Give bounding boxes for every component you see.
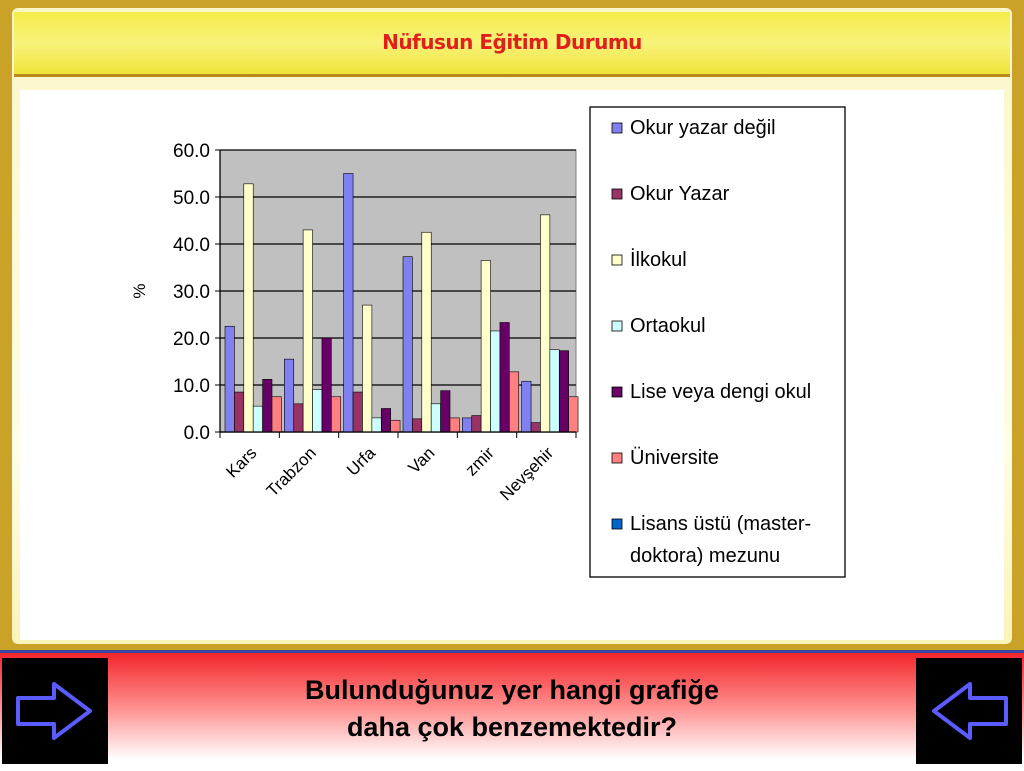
bar bbox=[244, 184, 253, 432]
legend-label: Ortaokul bbox=[630, 315, 706, 337]
bar bbox=[294, 404, 303, 432]
x-tick-label: Kars bbox=[222, 443, 261, 482]
question-line-2: daha çok benzemektedir? bbox=[346, 712, 678, 742]
bar bbox=[303, 230, 312, 432]
bar bbox=[381, 409, 390, 433]
education-bar-chart bbox=[20, 90, 1004, 640]
bar bbox=[450, 418, 459, 432]
legend-swatch bbox=[612, 255, 622, 265]
legend-swatch bbox=[612, 321, 622, 331]
bar bbox=[272, 397, 281, 432]
legend-label: Üniversite bbox=[630, 447, 719, 469]
bar bbox=[559, 351, 568, 432]
bar bbox=[331, 397, 340, 432]
bar bbox=[500, 322, 509, 432]
legend-label: Okur Yazar bbox=[630, 183, 730, 205]
bar bbox=[550, 350, 559, 432]
bar bbox=[472, 416, 481, 432]
arrow-right-icon bbox=[2, 658, 108, 764]
bar bbox=[540, 215, 549, 432]
y-tick-label: 30.0 bbox=[173, 282, 210, 303]
bar bbox=[391, 420, 400, 432]
bar bbox=[522, 381, 531, 432]
bar bbox=[344, 174, 353, 433]
x-tick-label: Trabzon bbox=[262, 443, 320, 501]
legend-label: Lisans üstü (master- bbox=[630, 513, 812, 535]
x-tick-label: Van bbox=[404, 443, 439, 478]
x-tick-label: Urfa bbox=[343, 443, 380, 480]
chart-area bbox=[20, 90, 1004, 640]
previous-button[interactable] bbox=[916, 658, 1022, 764]
x-tick-label: zmir bbox=[461, 443, 498, 480]
bar bbox=[372, 418, 381, 432]
bar bbox=[362, 305, 371, 432]
legend-box bbox=[590, 107, 845, 577]
y-tick-label: 40.0 bbox=[173, 235, 210, 256]
legend-label: Lise veya dengi okul bbox=[630, 381, 812, 403]
bar bbox=[509, 372, 518, 432]
legend-label: Okur yazar değil bbox=[630, 117, 776, 139]
legend-swatch bbox=[612, 453, 622, 463]
y-tick-label: 0.0 bbox=[183, 423, 210, 444]
bar bbox=[225, 326, 234, 432]
next-button[interactable] bbox=[2, 658, 108, 764]
bar bbox=[403, 257, 412, 432]
slide-title: Nüfusun Eğitim Durumu bbox=[382, 30, 642, 54]
y-tick-label: 50.0 bbox=[173, 188, 210, 209]
bar bbox=[531, 423, 540, 432]
bar bbox=[412, 419, 421, 432]
bar bbox=[284, 359, 293, 432]
x-tick-label: Nevşehir bbox=[496, 443, 558, 505]
bar bbox=[322, 338, 331, 432]
legend-swatch bbox=[612, 519, 622, 529]
legend-label: İlkokul bbox=[630, 249, 687, 271]
legend-swatch bbox=[612, 189, 622, 199]
bar bbox=[234, 392, 243, 432]
y-axis-label: % bbox=[130, 283, 149, 299]
bar bbox=[431, 404, 440, 432]
question-text bbox=[150, 672, 874, 746]
legend-swatch bbox=[612, 123, 622, 133]
bar bbox=[313, 390, 322, 432]
arrow-left-icon bbox=[916, 658, 1022, 764]
bar bbox=[491, 331, 500, 432]
bar bbox=[481, 260, 490, 432]
y-tick-label: 10.0 bbox=[173, 376, 210, 397]
legend-label: doktora) mezunu bbox=[630, 545, 781, 567]
bar bbox=[263, 379, 272, 432]
bar bbox=[569, 397, 578, 432]
bar bbox=[441, 391, 450, 432]
legend-swatch bbox=[612, 387, 622, 397]
bar bbox=[422, 232, 431, 432]
bar bbox=[462, 418, 471, 432]
bar bbox=[353, 392, 362, 432]
question-line-1: Bulunduğunuz yer hangi grafiğe bbox=[305, 675, 719, 705]
y-tick-label: 20.0 bbox=[173, 329, 210, 350]
y-tick-label: 60.0 bbox=[173, 141, 210, 162]
bar bbox=[253, 406, 262, 432]
